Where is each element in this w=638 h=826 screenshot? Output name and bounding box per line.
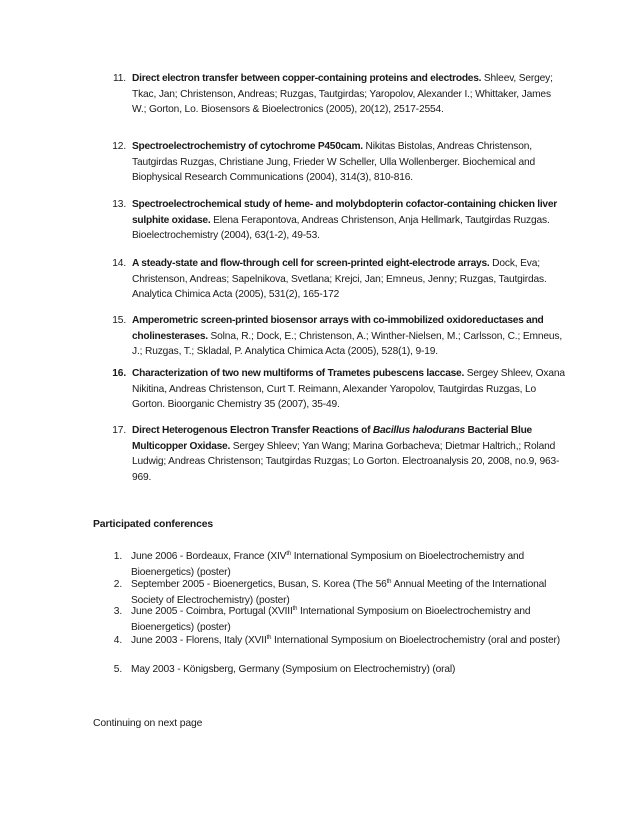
conference-item-4 <box>108 633 568 649</box>
publication-citation: Shleev, Sergey; Tkac, Jan; Christenson, Andreas; Ruzgas, Tautgirdas; Yaropolov, Alexander I.; Whittaker, James W.; Gorton, Lo. Biosensors & Bioelectronics (2005), 20(12), 2517-2554. <box>132 73 553 116</box>
conference-number: 2. <box>113 579 122 590</box>
publication-title-part: Direct Heterogenous Electron Transfer Reactions of <box>132 425 373 436</box>
ordinal-suffix: th <box>286 551 292 557</box>
publication-citation: Sergey Shleev; Yan Wang; Marina Gorbacheva; Dietmar Haltrich,; Roland Ludwig; Andreas Christenson; Tautgirdas Ruzgas; Lo Gorton. Electroanalysis 20, 2008, no.9, 963-969. <box>132 440 560 483</box>
publication-14 <box>104 256 566 303</box>
publication-17 <box>104 423 566 485</box>
ordinal-suffix: th <box>266 635 272 641</box>
publication-number: 12. <box>112 141 126 152</box>
conference-text: International Symposium on Bioelectrochemistry (oral and poster) <box>271 635 561 646</box>
publication-12 <box>104 139 566 186</box>
publication-title: Direct electron transfer between copper-containing proteins and electrodes. <box>132 73 482 84</box>
conference-text: June 2003 - Florens, Italy (XVII <box>131 635 267 646</box>
publication-15 <box>104 313 566 360</box>
conference-text: International Symposium on Bioelectrochemistry and Bioenergetics) (poster) <box>131 551 525 578</box>
publication-title: Characterization of two new multiforms of Trametes pubescens laccase. <box>132 368 465 379</box>
conference-text: May 2003 - Königsberg, Germany (Symposium on Electrochemistry) (oral) <box>131 664 456 675</box>
conference-text: International Symposium on Bioelectrochemistry and Bioenergetics) (poster) <box>131 606 531 633</box>
continuation-note: Continuing on next page <box>93 718 203 729</box>
conference-item-5 <box>108 662 568 678</box>
publication-citation: Solna, R.; Dock, E.; Christenson, A.; Winther-Nielsen, M.; Carlsson, C.; Emneus, J.; Ruzgas, T.; Skladal, P. Analytica Chimica Acta (2005), 528(1), 9-19. <box>132 330 563 358</box>
publication-number: 15. <box>112 315 126 326</box>
ordinal-suffix: th <box>292 606 298 612</box>
publication-number: 11. <box>113 73 126 84</box>
species-name: Bacillus halodurans <box>372 425 465 436</box>
conference-text: September 2005 - Bioenergetics, Busan, S. Korea (The 56 <box>131 579 387 590</box>
conference-number: 3. <box>113 606 122 617</box>
publication-citation: Nikitas Bistolas, Andreas Christenson, Tautgirdas Ruzgas, Christiane Jung, Frieder W Scheller, Ulla Wollenberger. Biochemical and Biophysical Research Communications (2004), 314(3), 810-816. <box>132 141 536 184</box>
conference-text: Annual Meeting of the International Society of Electrochemistry) (poster) <box>131 579 547 606</box>
publication-title: A steady-state and flow-through cell for screen-printed eight-electrode arrays. <box>132 258 490 269</box>
conference-text: June 2005 - Coimbra, Portugal (XVIII <box>131 606 293 617</box>
conference-number: 1. <box>113 551 122 562</box>
publication-citation: Dock, Eva; Christenson, Andreas; Sapelnikova, Svetlana; Krejci, Jan; Emneus, Jenny; Ruzgas, Tautgirdas. Analytica Chimica Acta (2005), 531(2), 165-172 <box>132 258 547 301</box>
publication-number: 13. <box>112 199 126 210</box>
conferences-heading: Participated conferences <box>93 519 213 530</box>
publication-citation: Elena Ferapontova, Andreas Christenson, Anja Hellmark, Tautgirdas Ruzgas. Bioelectrochemistry (2004), 63(1-2), 49-53. <box>132 214 550 242</box>
publication-number: 16. <box>112 368 126 379</box>
ordinal-suffix: th <box>386 579 392 585</box>
publication-number: 14. <box>112 258 126 269</box>
publication-title: Spectroelectrochemistry of cytochrome P450cam. <box>132 141 363 152</box>
conference-item-3 <box>108 604 568 635</box>
conference-item-1 <box>108 549 568 580</box>
conference-number: 5. <box>113 664 122 675</box>
publication-title: Spectroelectrochemical study of heme- and molybdopterin cofactor-containing chicken liver sulphite oxidase. <box>132 199 557 226</box>
publication-citation: Sergey Shleev, Oxana Nikitina, Andreas Christenson, Curt T. Reimann, Alexander Yaropolov, Tautgirdas Ruzgas, Lo Gorton. Bioorganic Chemistry 35 (2007), 35-49. <box>132 368 565 411</box>
conference-number: 4. <box>113 635 122 646</box>
conference-text: June 2006 - Bordeaux, France (XIV <box>131 551 287 562</box>
publication-16 <box>104 366 566 413</box>
publication-number: 17. <box>112 425 126 436</box>
publication-title: Amperometric screen-printed biosensor arrays with co-immobilized oxidoreductases and cholinesterases. <box>132 315 544 342</box>
publication-13 <box>104 197 566 244</box>
publication-title-part: Bacterial Blue Multicopper Oxidase. <box>132 425 532 452</box>
publication-11 <box>104 71 566 118</box>
